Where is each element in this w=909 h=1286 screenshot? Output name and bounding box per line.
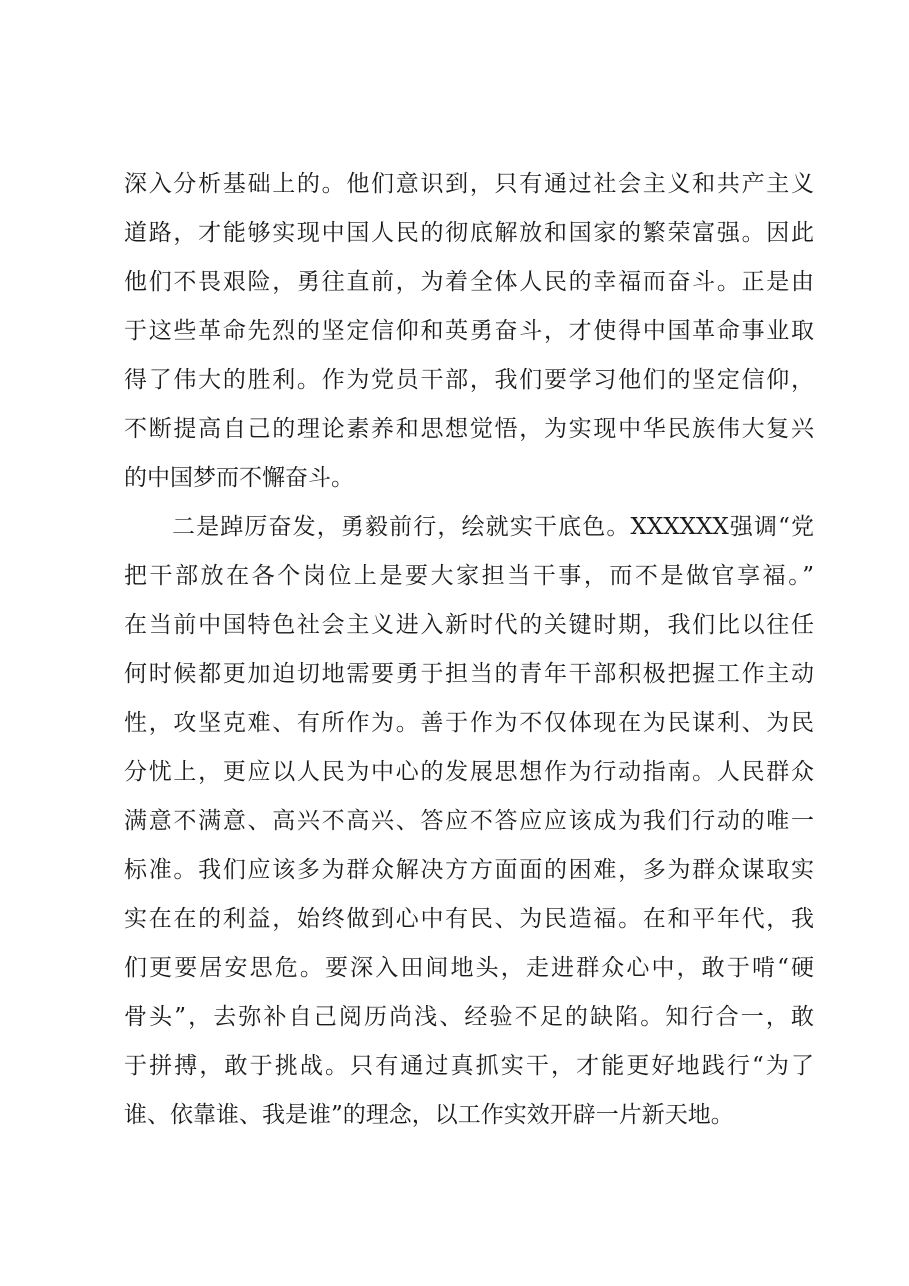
text-line: 实在在的利益，始终做到心中有民、为民造福。在和平年代，我 <box>124 906 814 932</box>
text-line: 骨头”，去弥补自己阅历尚浅、经验不足的缺陷。知行合一，敢 <box>124 1004 814 1030</box>
text-line: 得了伟大的胜利。作为党员干部，我们要学习他们的坚定信仰， <box>124 367 814 393</box>
text-line: 深入分析基础上的。他们意识到，只有通过社会主义和共产主义 <box>124 171 814 197</box>
text-line: 把干部放在各个岗位上是要大家担当干事，而不是做官享福。” <box>124 563 814 589</box>
text-line: 们更要居安思危。要深入田间地头，走进群众心中，敢于啃“硬 <box>124 955 814 981</box>
text-line: 道路，才能够实现中国人民的彻底解放和国家的繁荣富强。因此 <box>124 220 814 246</box>
text-line: 的中国梦而不懈奋斗。 <box>124 465 354 491</box>
text-line: 标准。我们应该多为群众解决方方面面的困难，多为群众谋取实 <box>124 857 814 883</box>
text-line: 不断提高自己的理论素养和思想觉悟，为实现中华民族伟大复兴 <box>124 416 814 442</box>
text-line: 于这些革命先烈的坚定信仰和英勇奋斗，才使得中国革命事业取 <box>124 318 814 344</box>
text-line: 分忧上，更应以人民为中心的发展思想作为行动指南。人民群众 <box>124 759 814 785</box>
paragraph-first-line: 二是踔厉奋发，勇毅前行，绘就实干底色。XXXXXX强调“党 <box>172 514 814 540</box>
text-line: 谁、依靠谁、我是谁”的理念，以工作实效开辟一片新天地。 <box>124 1102 734 1128</box>
text-line: 于拼搏，敢于挑战。只有通过真抓实干，才能更好地践行“为了 <box>124 1053 814 1079</box>
text-line: 他们不畏艰险，勇往直前，为着全体人民的幸福而奋斗。正是由 <box>124 269 814 295</box>
text-line: 何时候都更加迫切地需要勇于担当的青年干部积极把握工作主动 <box>124 661 814 687</box>
text-line: 在当前中国特色社会主义进入新时代的关键时期，我们比以往任 <box>124 612 814 638</box>
text-line: 满意不满意、高兴不高兴、答应不答应应该成为我们行动的唯一 <box>124 808 814 834</box>
text-line: 性，攻坚克难、有所作为。善于作为不仅体现在为民谋利、为民 <box>124 710 814 736</box>
